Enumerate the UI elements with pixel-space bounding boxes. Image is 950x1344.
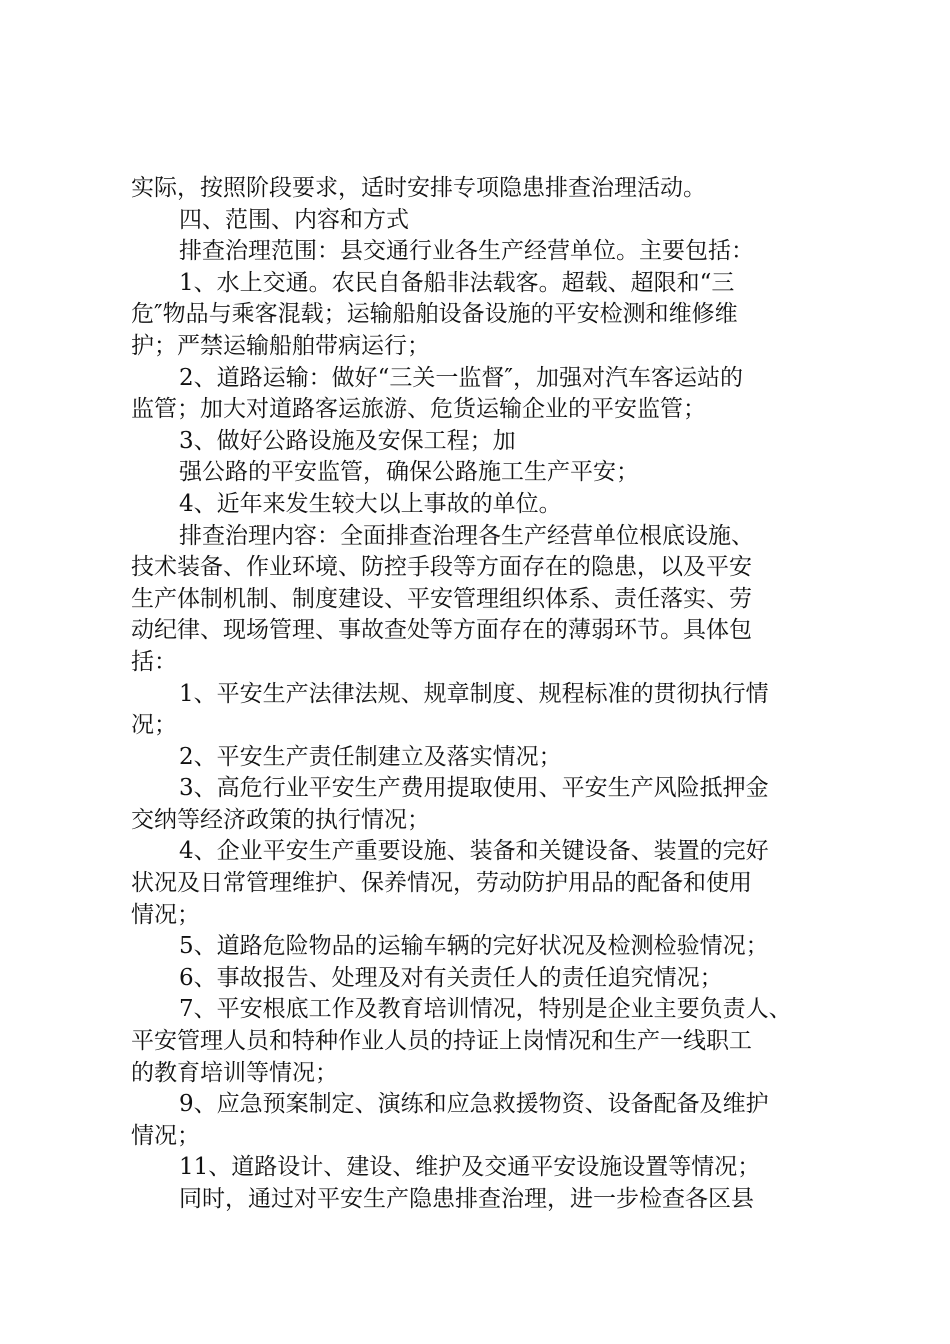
text-line: 括： [131,648,177,675]
list-item: 2、道路运输：做好“三关一监督″，加强对汽车客运站的 [179,364,743,391]
text-line: 情况； [131,901,200,928]
text-line: 危″物品与乘客混载；运输船舶设备设施的平安检测和维修维 [131,301,738,328]
list-item: 9、应急预案制定、演练和应急救援物资、设备配备及维护 [179,1091,769,1118]
list-item: 3、高危行业平安生产费用提取使用、平安生产风险抵押金 [179,775,769,802]
text-line: 强公路的平安监管，确保公路施工生产平安； [179,459,639,486]
text-line: 情况； [131,1122,200,1149]
list-item: 7、平安根底工作及教育培训情况，特别是企业主要负责人、 [179,996,792,1023]
text-line: 状况及日常管理维护、保养情况，劳动防护用品的配备和使用 [131,870,752,897]
list-item: 2、平安生产责任制建立及落实情况； [179,743,562,770]
text-line: 平安管理人员和特种作业人员的持证上岗情况和生产一线职工 [131,1028,752,1055]
section-heading: 四、范围、内容和方式 [179,206,409,233]
list-item: 6、事故报告、处理及对有关责任人的责任追究情况； [179,964,723,991]
list-item: 4、企业平安生产重要设施、装备和关键设备、装置的完好 [179,838,769,865]
text-line: 的教育培训等情况； [131,1059,338,1086]
text-line: 排查治理范围：县交通行业各生产经营单位。主要包括： [179,238,754,265]
document-body [131,173,891,1216]
text-line: 同时，通过对平安生产隐患排查治理，进一步检查各区县 [179,1186,754,1212]
text-line: 动纪律、现场管理、事故查处等方面存在的薄弱环节。具体包 [131,617,752,644]
text-line: 实际，按照阶段要求，适时安排专项隐患排查治理活动。 [131,175,706,201]
text-line: 况； [131,712,177,739]
text-line: 技术装备、作业环境、防控手段等方面存在的隐患，以及平安 [131,554,752,581]
text-line: 排查治理内容：全面排查治理各生产经营单位根底设施、 [179,522,754,549]
list-item: 4、近年来发生较大以上事故的单位。 [179,490,562,517]
list-item: 3、做好公路设施及安保工程；加 [179,427,516,454]
text-line: 监管；加大对道路客运旅游、危货运输企业的平安监管； [131,396,706,423]
list-item: 11、道路设计、建设、维护及交通平安设施设置等情况； [179,1154,761,1181]
text-line: 生产体制机制、制度建设、平安管理组织体系、责任落实、劳 [131,585,752,612]
list-item: 1、水上交通。农民自备船非法载客。超载、超限和“三 [179,269,735,296]
list-item: 1、平安生产法律法规、规章制度、规程标准的贯彻执行情 [179,680,769,707]
text-line: 交纳等经济政策的执行情况； [131,806,430,833]
text-line: 护；严禁运输船舶带病运行； [131,332,430,359]
list-item: 5、道路危险物品的运输车辆的完好状况及检测检验情况； [179,933,769,960]
